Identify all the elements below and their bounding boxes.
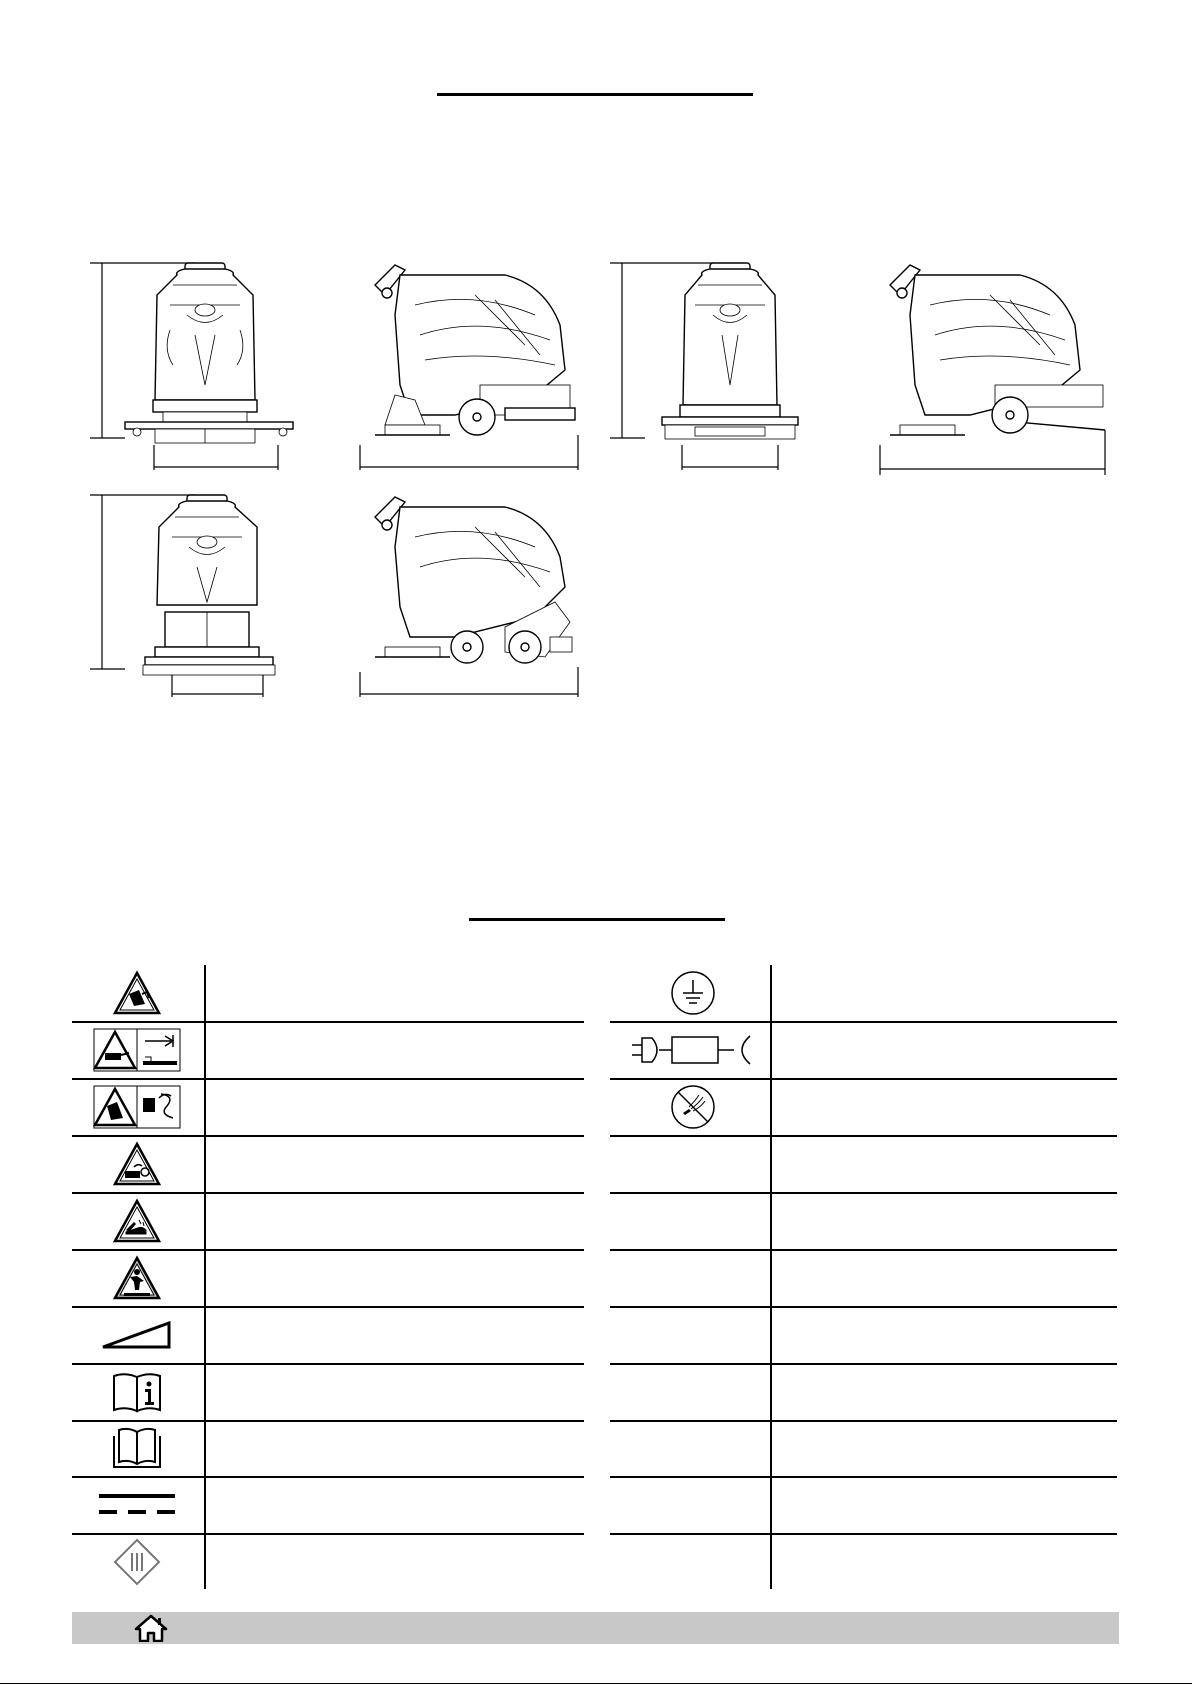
class-three-insulation-icon — [82, 1537, 192, 1587]
electric-shock-warning-icon — [82, 1253, 192, 1303]
symbols-table — [72, 965, 1117, 1590]
machine-front-view-3 — [85, 487, 315, 702]
no-water-jet-icon — [638, 1082, 748, 1132]
table-divider-left — [204, 965, 206, 1589]
info-manual-icon — [82, 1367, 192, 1417]
machine-side-view-2 — [870, 255, 1110, 475]
rotating-brush-warning-icon — [82, 1082, 192, 1132]
machine-side-view-3 — [355, 487, 595, 702]
gradient-slope-icon — [82, 1310, 192, 1360]
machine-front-view-2 — [605, 255, 825, 475]
direct-current-icon — [82, 1480, 192, 1530]
home-icon[interactable] — [134, 1614, 168, 1642]
machine-side-view-1 — [355, 255, 595, 475]
machine-front-view-1 — [85, 255, 315, 475]
fall-hazard-warning-icon — [82, 1139, 192, 1189]
dimensions-heading-underline — [437, 93, 753, 96]
corrosive-warning-icon — [82, 1196, 192, 1246]
protective-earth-icon — [638, 968, 748, 1018]
table-divider-right — [770, 965, 772, 1589]
rear-squeegee-crush-warning-icon — [82, 1025, 192, 1075]
hand-crush-warning-icon — [82, 968, 192, 1018]
page-bottom-rule — [0, 1683, 1192, 1684]
symbols-heading-underline — [469, 918, 725, 921]
footer-bar — [72, 1612, 1119, 1644]
charger-plug-icon — [628, 1025, 758, 1075]
read-manual-icon — [82, 1423, 192, 1473]
